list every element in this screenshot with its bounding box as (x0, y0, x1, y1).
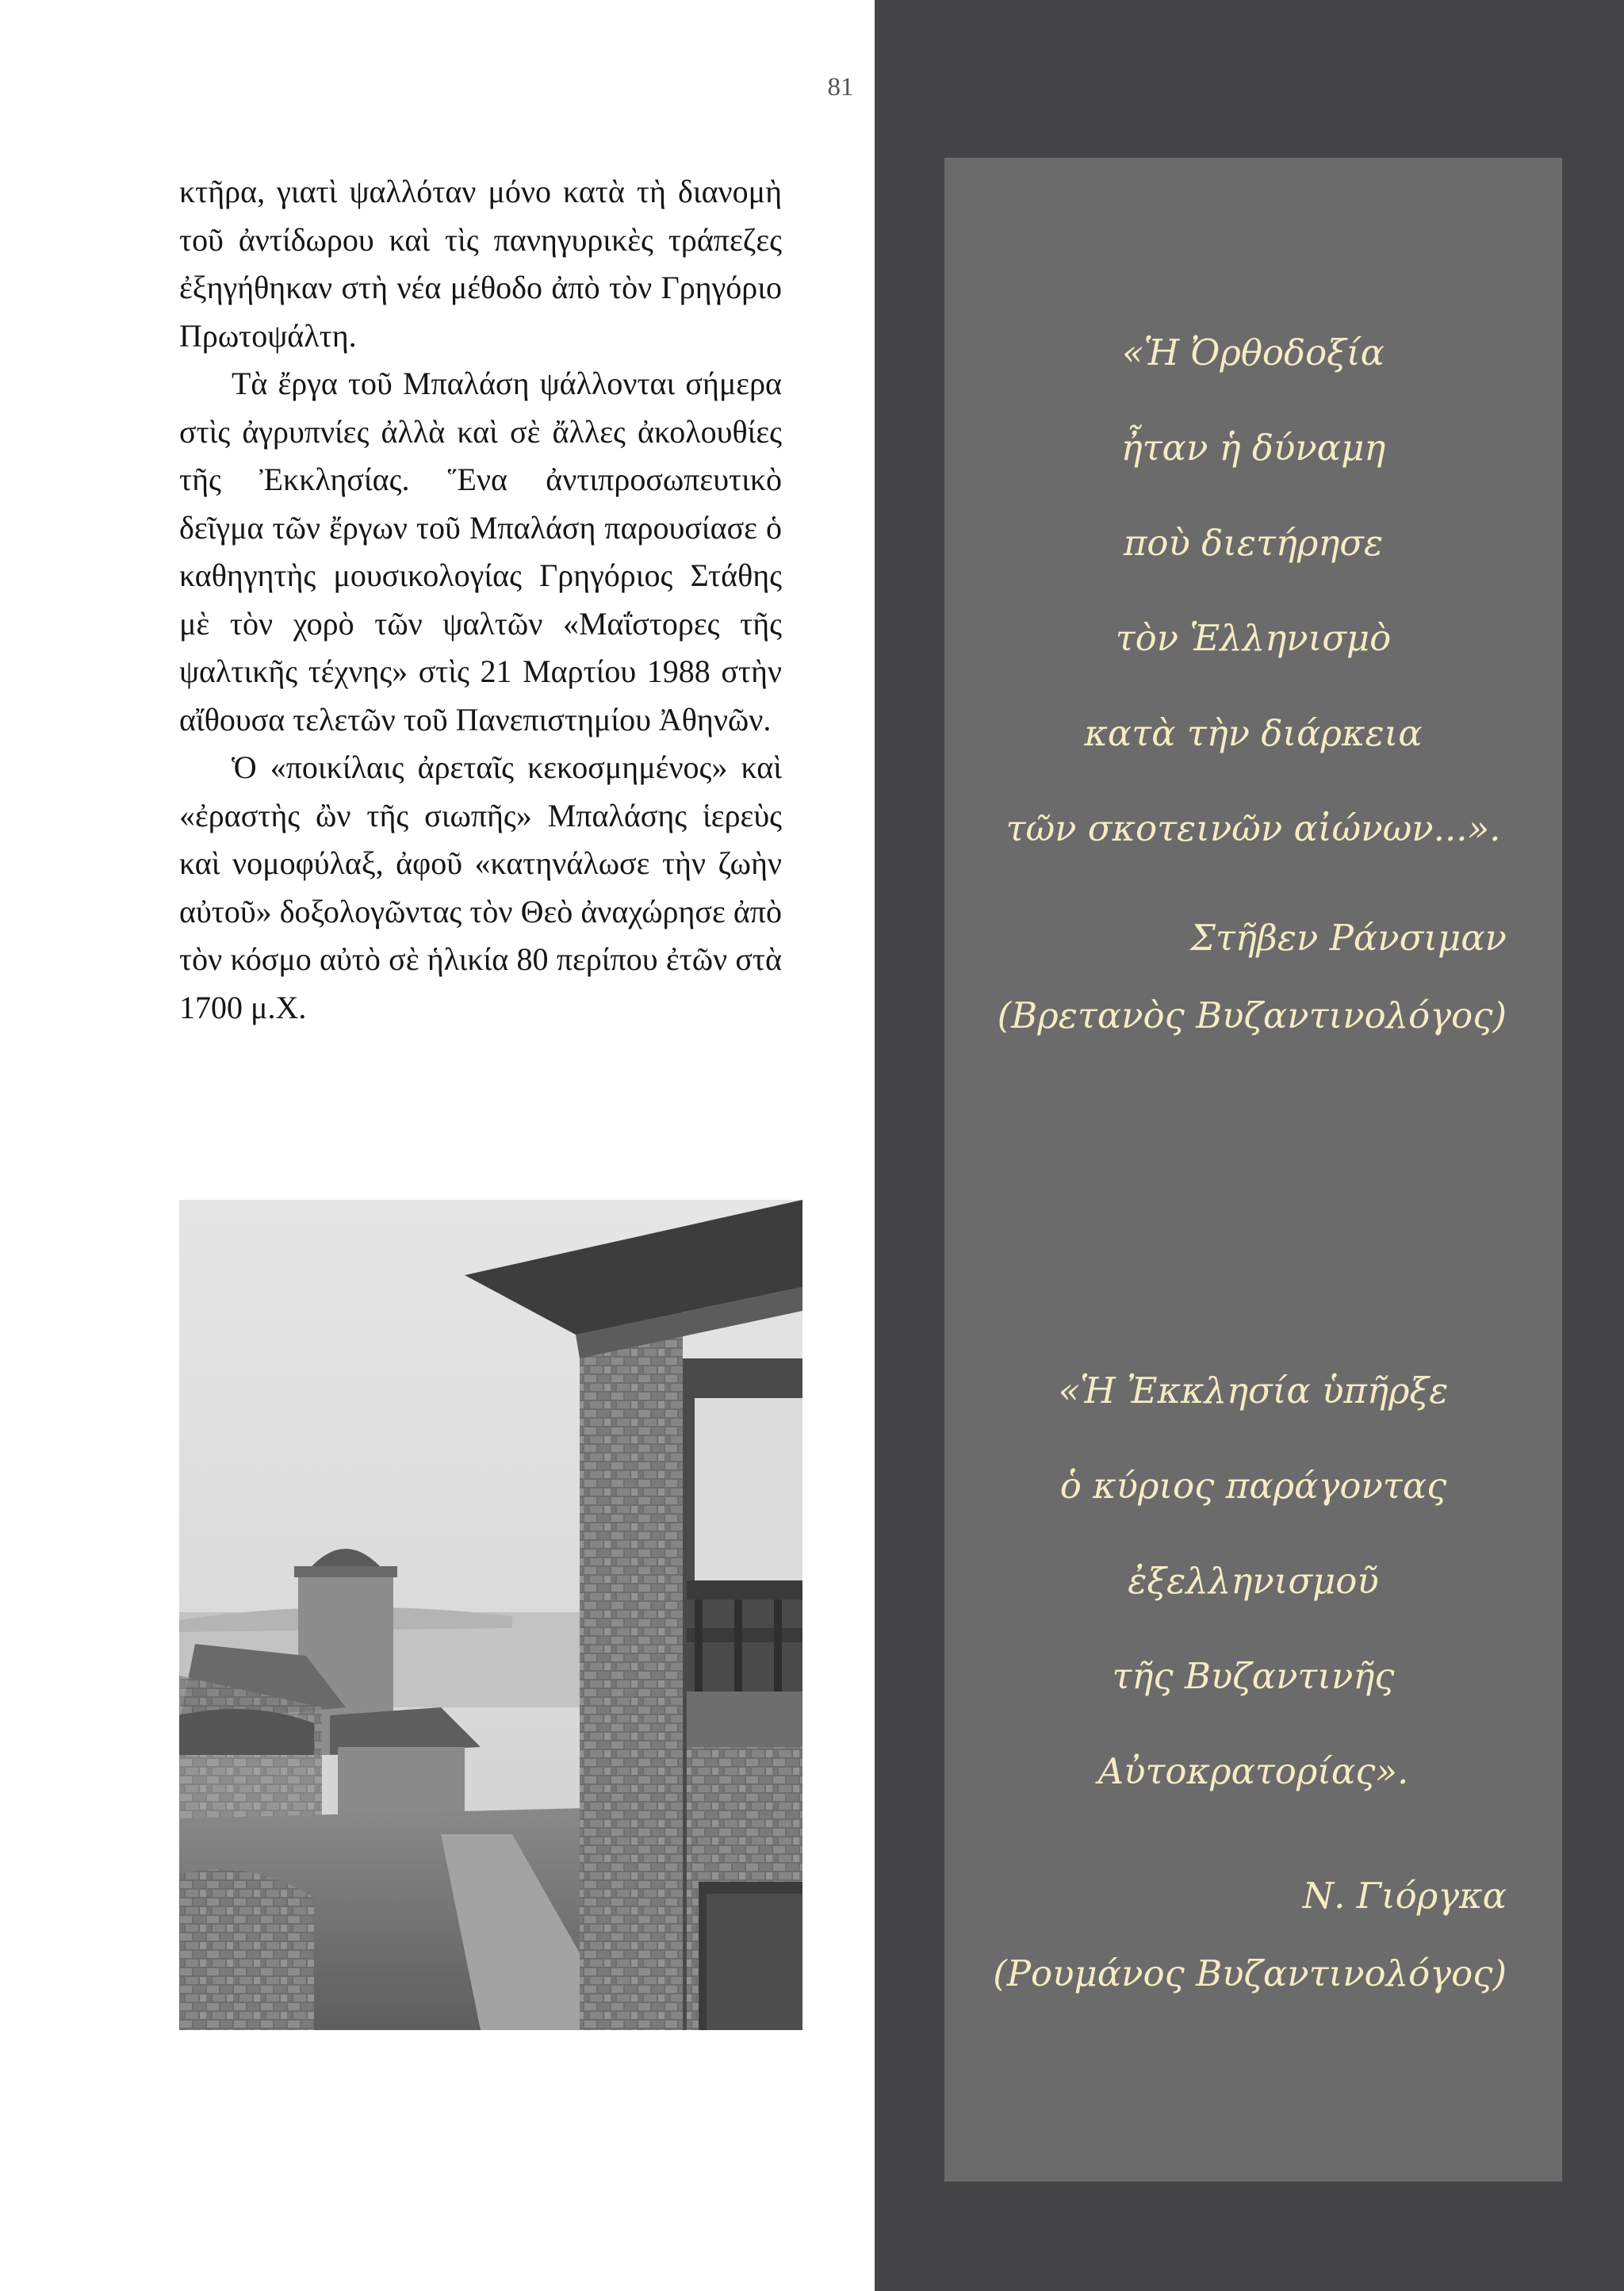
quote-author-note: (Βρετανὸς Βυζαντινολόγος) (997, 994, 1507, 1036)
quote-line: ἐξελληνισμοῦ (1128, 1560, 1379, 1602)
quote-author: Ν. Γιόργκα (1302, 1875, 1507, 1917)
quote-line: τὸν Ἑλληνισμὸ (1115, 617, 1392, 659)
quote-attribution (998, 899, 1507, 1055)
quote-orthodoxy (944, 305, 1562, 876)
body-paragraph: Ὁ «ποικίλαις ἀρεταῖς κεκοσμημένος» καὶ «ἐραστὴς ὢν τῆς σιωπῆς» Μπαλάσης ἱερεὺς καὶ νομοφύλαξ, ἀφοῦ «κατηνάλωσε τὴν ζωὴν αὐτοῦ» δοξολογῶντας τὸν Θεὸ ἀναχώρησε ἀπὸ τὸν κόσμο αὐτὸ σὲ ἡλικία 80 περίπου ἐτῶν στὰ 1700 μ.Χ. (179, 749, 782, 1025)
quote-line: ποὺ διετήρησε (1123, 522, 1384, 564)
body-paragraph: Τὰ ἔργα τοῦ Μπαλάση ψάλλονται σήμερα στὶς ἀγρυπνίες ἀλλὰ καὶ σὲ ἄλλες ἀκολουθίες τῆς Ἐκκλησίας. Ἕνα ἀντιπροσωπευτικὸ δεῖγμα τῶν ἔργων τοῦ Μπαλάση παρουσίασε ὁ καθηγητὴς μουσικολογίας Γρηγόριος Στάθης μὲ τὸν χορὸ τῶν ψαλτῶν «Μαΐστορες τῆς ψαλτικῆς τέχνης» στὶς 21 Μαρτίου 1988 στὴν αἴθουσα τελετῶν τοῦ Πανεπιστημίου Ἀθηνῶν. (179, 366, 782, 737)
quote-line: ὁ κύριος παράγοντας (1059, 1465, 1447, 1507)
quote-line: κατὰ τὴν διάρκεια (1084, 712, 1423, 754)
monastery-photo (179, 1200, 802, 2030)
body-text-column (179, 168, 782, 1032)
body-paragraph: κτῆρα, γιατὶ ψαλλόταν μόνο κατὰ τὴ διανομὴ τοῦ ἀντίδωρου καὶ τὶς πανηγυρικὲς τράπεζες ἐξηγήθηκαν στὴ νέα μέθοδο ἀπὸ τὸν Γρηγόριο Πρωτοψάλτη. (179, 174, 782, 354)
quote-line: «Ἡ Ὀρθοδοξία (1121, 331, 1385, 374)
quote-church (944, 1343, 1562, 1819)
page-number: 81 (827, 73, 854, 102)
quote-attribution (993, 1857, 1507, 2013)
quote-author-note: (Ρουμάνος Βυζαντινολόγος) (993, 1952, 1507, 1994)
quote-line: τῶν σκοτεινῶν αἰώνων...». (1005, 807, 1501, 849)
quote-line: ἦταν ἡ δύναμη (1120, 427, 1386, 469)
quote-line: τῆς Βυζαντινῆς (1112, 1655, 1395, 1697)
quote-line: «Ἡ Ἐκκλησία ὑπῆρξε (1058, 1370, 1449, 1412)
quote-line: Αὐτοκρατορίας». (1097, 1750, 1409, 1792)
quote-author: Στῆβεν Ράνσιμαν (1190, 917, 1507, 959)
quote-panel (944, 158, 1562, 2182)
